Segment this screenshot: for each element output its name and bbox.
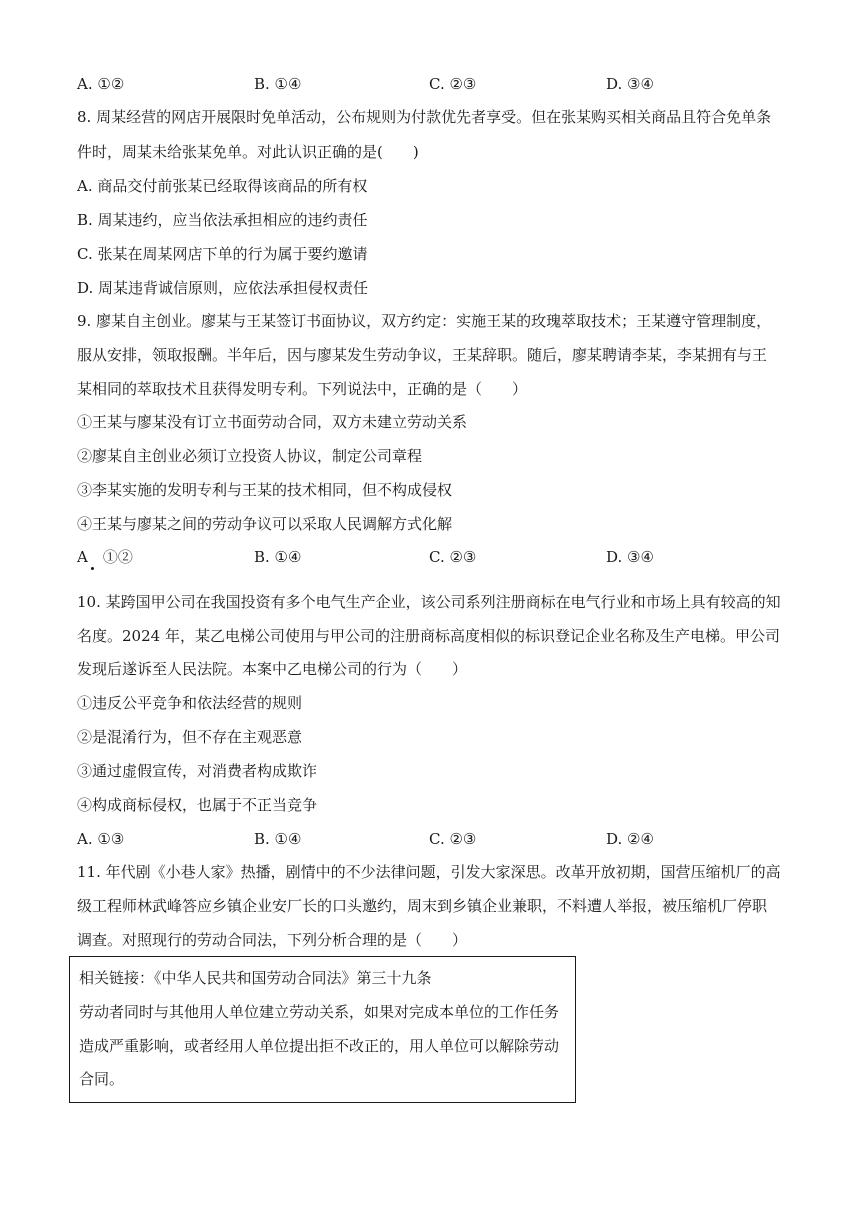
q10-statement-4: ④构成商标侵权，也属于不正当竞争 xyxy=(77,796,318,814)
q10-stem-line-2: 名度。2024 年，某乙电梯公司使用与甲公司的注册商标高度相似的标识登记企业名称及生产电梯。甲公司 xyxy=(77,627,780,645)
q10-stem-line-3: 发现后遂诉至人民法院。本案中乙电梯公司的行为（ ） xyxy=(77,660,468,678)
q8-choice-b: B. 周某违约，应当依法承担相应的违约责任 xyxy=(77,211,368,229)
q7-option-c: C. ②③ xyxy=(429,75,477,93)
q10-statement-3: ③通过虚假宣传，对消费者构成欺诈 xyxy=(77,762,318,780)
related-link-line-2: 造成严重影响，或者经用人单位提出拒不改正的，用人单位可以解除劳动 xyxy=(79,1037,560,1055)
related-link-title: 相关链接：《中华人民共和国劳动合同法》第三十九条 xyxy=(79,969,432,987)
q9-stem-line-2: 服从安排，领取报酬。半年后，因与廖某发生劳动争议，王某辞职。随后，廖某聘请李某，李某拥有与王 xyxy=(77,346,768,364)
q8-stem-line-2: 件时，周某未给张某免单。对此认识正确的是( ) xyxy=(77,143,419,161)
q9-statement-3: ③李某实施的发明专利与王某的技术相同，但不构成侵权 xyxy=(77,481,453,499)
related-link-line-3: 合同。 xyxy=(79,1070,125,1088)
q7-options xyxy=(77,74,777,94)
q10-option-d: D. ②④ xyxy=(606,830,654,848)
related-link-box xyxy=(69,956,576,1103)
q9-stem-line-1: 9. 廖某自主创业。廖某与王某签订书面协议，双方约定：实施王某的玫瑰萃取技术；王某遵守管理制度， xyxy=(77,312,772,330)
q10-statement-2: ②是混淆行为，但不存在主观恶意 xyxy=(77,728,303,746)
q10-option-b: B. ①④ xyxy=(254,830,302,848)
q11-stem-line-3: 调查。对照现行的劳动合同法，下列分析合理的是（ ） xyxy=(77,931,468,949)
q9-stem-line-3: 某相同的萃取技术且获得发明专利。下列说法中，正确的是（ ） xyxy=(77,380,528,398)
q9-option-d: D. ③④ xyxy=(606,548,654,566)
q7-option-b: B. ①④ xyxy=(254,75,302,93)
related-link-line-1: 劳动者同时与其他用人单位建立劳动关系，如果对完成本单位的工作任务 xyxy=(79,1003,560,1021)
q9-statement-1: ①王某与廖某没有订立书面劳动合同，双方未建立劳动关系 xyxy=(77,413,468,431)
q8-stem-line-1: 8. 周某经营的网店开展限时免单活动，公布规则为付款优先者享受。但在张某购买相关商品且符合免单条 xyxy=(77,108,772,126)
q10-option-c: C. ②③ xyxy=(429,830,477,848)
q9-statement-2: ②廖某自主创业必须订立投资人协议，制定公司章程 xyxy=(77,447,423,465)
q9-statement-4: ④王某与廖某之间的劳动争议可以采取人民调解方式化解 xyxy=(77,515,453,533)
q8-choice-c: C. 张某在周某网店下单的行为属于要约邀请 xyxy=(77,245,368,263)
q7-option-d: D. ③④ xyxy=(606,75,654,93)
q8-choice-a: A. 商品交付前张某已经取得该商品的所有权 xyxy=(77,177,368,195)
q8-choice-d: D. 周某违背诚信原则，应依法承担侵权责任 xyxy=(77,279,369,297)
q10-stem-line-1: 10. 某跨国甲公司在我国投资有多个电气生产企业，该公司系列注册商标在电气行业和市场上具有较高的知 xyxy=(77,593,781,611)
q9-option-b: B. ①④ xyxy=(254,548,302,566)
q9-option-a: A ①② xyxy=(77,548,133,566)
q9-options xyxy=(77,547,777,567)
q7-option-a: A. ①② xyxy=(77,75,125,93)
q11-stem-line-1: 11. 年代剧《小巷人家》热播，剧情中的不少法律问题，引发大家深思。改革开放初期，国营压缩机厂的高 xyxy=(77,863,781,881)
q10-options xyxy=(77,829,777,849)
q9-option-c: C. ②③ xyxy=(429,548,477,566)
q11-stem-line-2: 级工程师林武峰答应乡镇企业安厂长的口头邀约，周末到乡镇企业兼职，不料遭人举报，被压缩机厂停职 xyxy=(77,897,768,915)
option-dot-mark xyxy=(91,567,94,570)
q10-statement-1: ①违反公平竞争和依法经营的规则 xyxy=(77,694,303,712)
q10-option-a: A. ①③ xyxy=(77,830,125,848)
